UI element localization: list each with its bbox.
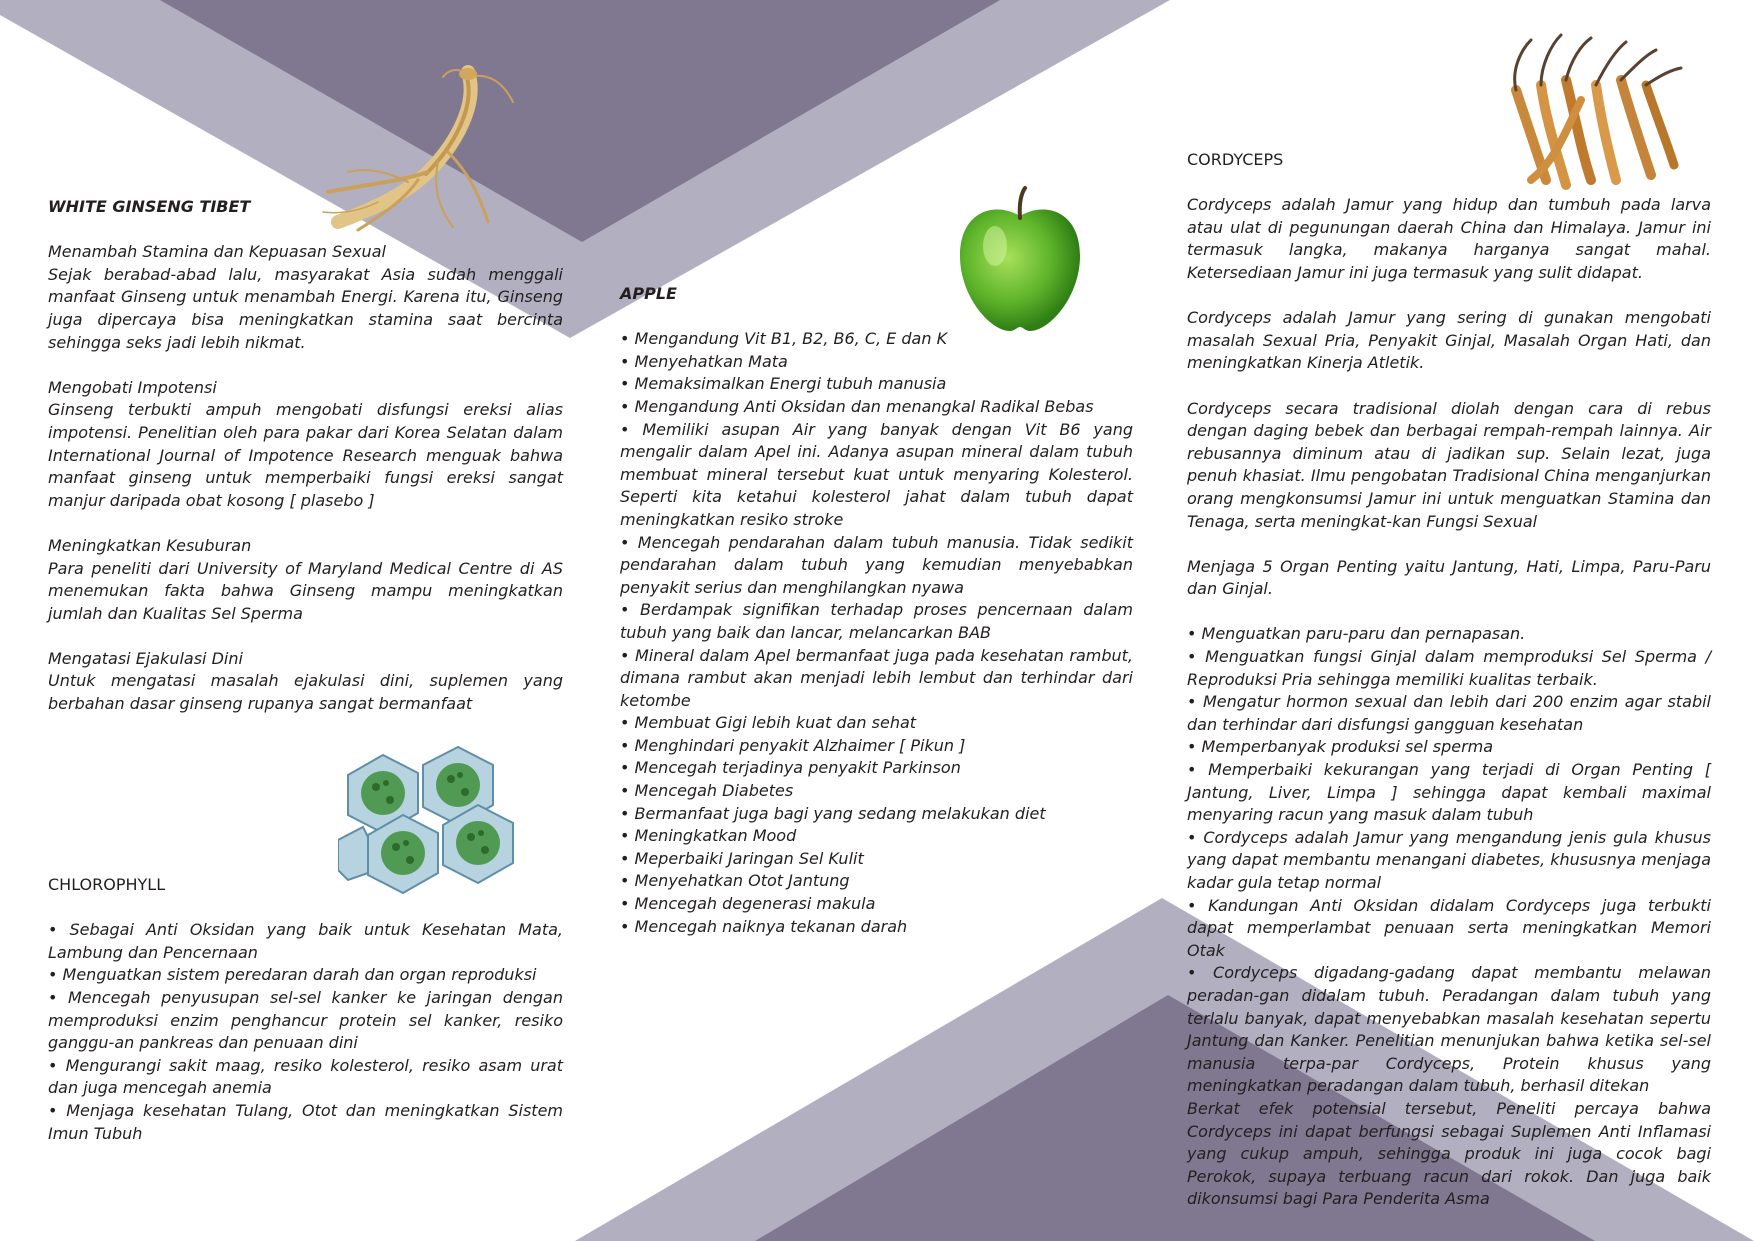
- chlorophyll-benefits-list: [48, 919, 563, 1145]
- list-item: • Menguatkan sistem peredaran darah dan organ reproduksi: [48, 965, 537, 985]
- list-item: • Menghindari penyakit Alzhaimer [ Pikun ]: [620, 735, 966, 755]
- list-item: • Membuat Gigi lebih kuat dan sehat: [620, 713, 917, 733]
- list-item: • Mengandung Vit B1, B2, B6, C, E dan K: [620, 329, 948, 349]
- cordyceps-paragraph: Cordyceps adalah Jamur yang hidup dan tumbuh pada larva atau ulat di pegunungan daerah China dan Himalaya. Jamur ini termasuk langka, makanya harganya sangat mahal. Ketersediaan Jamur ini juga termasuk yang sulit didapat.: [1187, 195, 1711, 282]
- section-body: Ginseng terbukti ampuh mengobati disfungsi ereksi alias impotensi. Penelitian oleh para pakar dari Korea Selatan dalam International Journal of Impotence Research menguak bahwa manfaat ginseng untuk memperbaiki fungsi ereksi sangat manjur daripada obat kosong [ plasebo ]: [48, 400, 563, 510]
- list-item: • Memaksimalkan Energi tubuh manusia: [620, 374, 947, 394]
- list-item: • Memperbaiki kekurangan yang terjadi di Organ Penting [ Jantung, Liver, Limpa ] sehingga dapat kembali maximal menyaring racun yang masuk dalam tubuh: [1187, 760, 1711, 825]
- list-item: • Mencegah naiknya tekanan darah: [620, 916, 908, 936]
- ginseng-section-kesuburan: [48, 535, 563, 625]
- list-item: • Menyehatkan Otot Jantung: [620, 871, 850, 891]
- list-item: • Kandungan Anti Oksidan didalam Cordyceps juga terbukti dapat memperlambat penuaan serta meningkatkan Memori Otak: [1187, 895, 1712, 960]
- list-item: • Menguatkan fungsi Ginjal dalam memproduksi Sel Sperma / Reproduksi Pria sehingga memiliki kualitas terbaik.: [1187, 647, 1711, 689]
- list-item: • Meperbaiki Jaringan Sel Kulit: [620, 848, 864, 868]
- cordyceps-paragraph: Menjaga 5 Organ Penting yaitu Jantung, Hati, Limpa, Paru-Paru dan Ginjal.: [1187, 556, 1711, 599]
- cordyceps-closing-paragraph: Berkat efek potensial tersebut, Peneliti percaya bahwa Cordyceps ini dapat berfungsi sebagai Suplemen Anti Inflamasi yang cukup ampuh, sehingga produk ini juga cocok bagi Perokok, supaya terbuang racun dari rokok. Dan juga baik dikonsumsi bagi Para Penderita Asma: [1187, 1098, 1711, 1209]
- list-item: • Berdampak signifikan terhadap proses pencernaan dalam tubuh yang baik dan lancar, melancarkan BAB: [620, 600, 1133, 642]
- ginseng-section-impotensi: [48, 377, 563, 513]
- chlorophyll-column: [48, 874, 563, 1145]
- list-item: • Cordyceps digadang-gadang dapat membantu melawan peradan-gan didalam tubuh. Peradangan dalam tubuh yang terlalu banyak, dapat menyebabkan masalah kesehatan sepertu Jantung dan Kanker. Penelitian menunjukan bahwa ketika sel-sel manusia terpa-par Cordyceps, Protein khusus yang meningkatkan peradangan dalam tubuh, berhasil ditekan: [1187, 963, 1711, 1096]
- list-item: • Mengandung Anti Oksidan dan menangkal Radikal Bebas: [620, 396, 1094, 416]
- section-heading: Menambah Stamina dan Kepuasan Sexual: [48, 242, 386, 262]
- ginseng-section-stamina: [48, 241, 563, 354]
- list-item: • Menguatkan paru-paru dan pernapasan.: [1187, 624, 1526, 644]
- list-item: • Memiliki asupan Air yang banyak dengan Vit B6 yang mengalir dalam Apel ini. Adanya asupan mineral dalam tubuh membuat mineral tersebut kuat untuk menyaring Kolesterol. Seperti kita ketahui kolesterol jahat dalam tubuh dapat meningkatkan resiko stroke: [620, 419, 1133, 529]
- cordyceps-column: [1187, 149, 1711, 1211]
- section-heading: Meningkatkan Kesuburan: [48, 535, 252, 555]
- chlorophyll-title: CHLOROPHYLL: [48, 875, 166, 894]
- list-item: • Mencegah pendarahan dalam tubuh manusia. Tidak sedikit pendarahan dalam tubuh yang kemudian menyebabkan penyakit serius dan menghilangkan nyawa: [620, 532, 1133, 597]
- list-item: • Sebagai Anti Oksidan yang baik untuk Kesehatan Mata, Lambung dan Pencernaan: [48, 920, 563, 962]
- section-body: Untuk mengatasi masalah ejakulasi dini, suplemen yang berbahan dasar ginseng rupanya sangat bermanfaat: [48, 671, 563, 714]
- list-item: • Mengurangi sakit maag, resiko kolesterol, resiko asam urat dan juga mencegah anemia: [48, 1055, 563, 1098]
- cordyceps-paragraph: Cordyceps secara tradisional diolah dengan cara di rebus dengan daging bebek dan berbagai rempah-rempah lainnya. Air rebusannya diminum atau di jadikan sup. Selain lezat, juga penuh khasiat. Ilmu pengobatan Tradisional China menganjurkan orang mengkonsumsi Jamur ini untuk menguatkan Stamina dan Tenaga, serta meningkat-kan Fungsi Sexual: [1187, 398, 1711, 531]
- list-item: • Memperbanyak produksi sel sperma: [1187, 737, 1494, 757]
- ginseng-column: [48, 196, 563, 716]
- list-item: • Mencegah penyusupan sel-sel kanker ke jaringan dengan memproduksi enzim penghancur protein sel kanker, resiko ganggu-an pankreas dan penuaan dini: [48, 987, 563, 1053]
- ginseng-section-ejakulasi: [48, 648, 563, 716]
- cordyceps-title: CORDYCEPS: [1187, 150, 1284, 169]
- list-item: • Menjaga kesehatan Tulang, Otot dan meningkatkan Sistem Imun Tubuh: [48, 1100, 563, 1143]
- list-item: • Cordyceps adalah Jamur yang mengandung jenis gula khusus yang dapat membantu menangani diabetes, khususnya menjaga kadar gula tetap normal: [1187, 827, 1711, 892]
- section-heading: Mengobati Impotensi: [48, 377, 217, 397]
- list-item: • Mencegah terjadinya penyakit Parkinson: [620, 758, 961, 778]
- list-item: • Mengatur hormon sexual dan lebih dari 200 enzim agar stabil dan terhindar dari disfungsi gangguan kesehatan: [1187, 692, 1712, 734]
- list-item: • Meningkatkan Mood: [620, 826, 797, 846]
- apple-benefits-list: [620, 328, 1133, 938]
- section-body: Para peneliti dari University of Maryland Medical Centre di AS menemukan fakta bahwa Ginseng mampu meningkatkan jumlah dan Kualitas Sel Sperma: [48, 558, 563, 623]
- list-item: • Bermanfaat juga bagi yang sedang melakukan diet: [620, 803, 1046, 823]
- list-item: • Mineral dalam Apel bermanfaat juga pada kesehatan rambut, dimana rambut akan menjadi lebih lembut dan terhindar dari ketombe: [620, 645, 1133, 710]
- cordyceps-paragraph: Cordyceps adalah Jamur yang sering di gunakan mengobati masalah Sexual Pria, Penyakit Ginjal, Masalah Organ Hati, dan meningkatkan Kinerja Atletik.: [1187, 308, 1711, 373]
- list-item: • Mencegah degenerasi makula: [620, 894, 876, 914]
- section-heading: Mengatasi Ejakulasi Dini: [48, 648, 243, 668]
- ginseng-title: WHITE GINSENG TIBET: [48, 197, 251, 216]
- list-item: • Mencegah Diabetes: [620, 781, 794, 801]
- list-item: • Menyehatkan Mata: [620, 351, 788, 371]
- section-body: Sejak berabad-abad lalu, masyarakat Asia sudah menggali manfaat Ginseng untuk menambah Energi. Karena itu, Ginseng juga dipercaya bisa meningkatkan stamina saat bercinta sehingga seks jadi lebih nikmat.: [48, 264, 563, 352]
- apple-title: APPLE: [620, 284, 677, 303]
- cordyceps-benefits-list: [1187, 623, 1711, 1097]
- apple-column: [620, 283, 1133, 938]
